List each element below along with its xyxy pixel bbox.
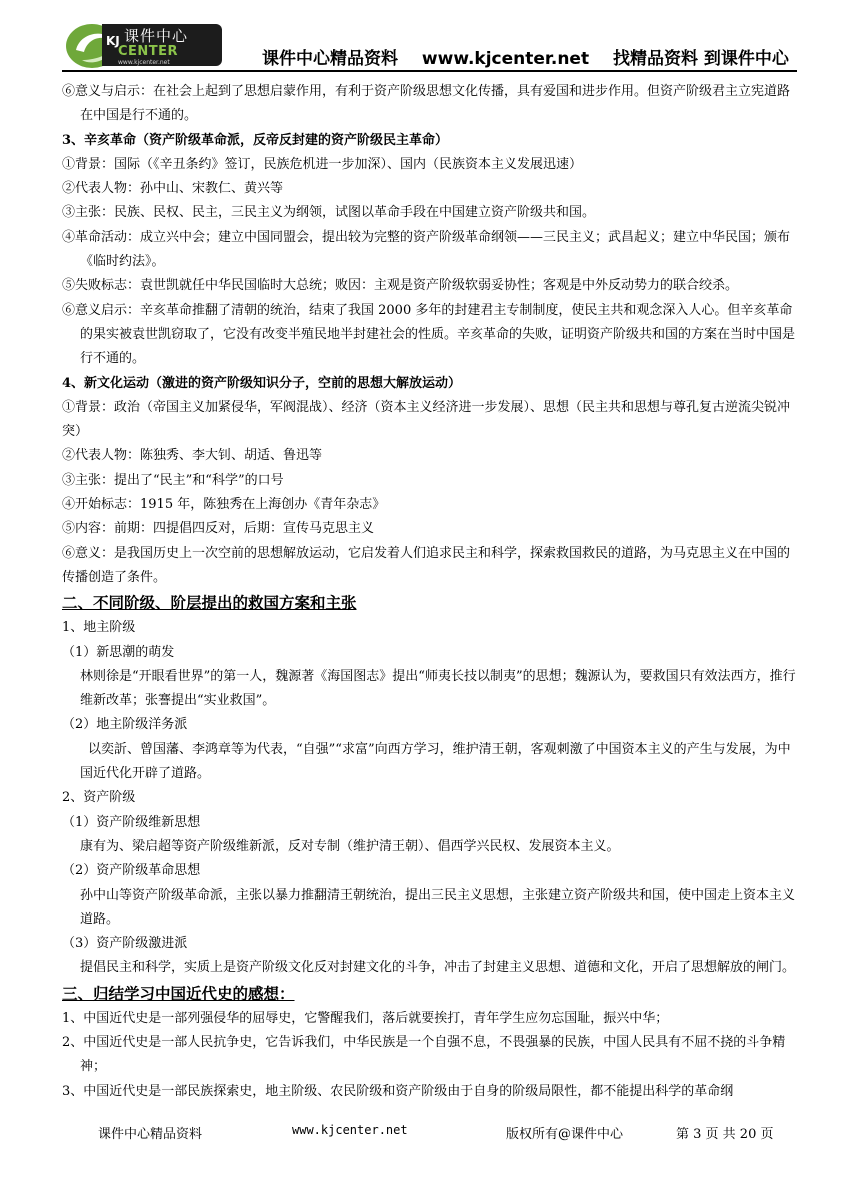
subsection-heading: 4、新文化运动（激进的资产阶级知识分子，空前的思想大解放运动） — [62, 375, 462, 391]
footer-left: 课件中心精品资料 — [98, 1127, 203, 1142]
paragraph: 1、中国近代史是一部列强侵华的屈辱史，它警醒我们，落后就要挨打，青年学生应勿忘国耻，振兴中华； — [62, 1010, 669, 1026]
paragraph: ①背景：国际（《辛丑条约》签订，民族危机进一步加深）、国内（民族资本主义发展迅速） — [62, 156, 583, 172]
logo-kj: KJ — [106, 34, 120, 48]
header-tagline-2: 找精品资料 到课件中心 — [613, 49, 789, 69]
paragraph: ⑤内容：前期：四提倡四反对，后期：宣传马克思主义 — [62, 521, 375, 537]
section-heading: 二、不同阶级、阶层提出的救国方案和主张 — [62, 594, 357, 613]
footer-page-number: 第 3 页 共 20 页 — [676, 1127, 774, 1142]
paragraph: 2、中国近代史是一部人民抗争史，它告诉我们，中华民族是一个自强不息，不畏强暴的民族，中国人民具有不屈不挠的斗争精神； — [62, 1034, 786, 1075]
paragraph: （2）地主阶级洋务派 — [62, 717, 188, 733]
paragraph: 提倡民主和科学，实质上是资产阶级文化反对封建文化的斗争，冲击了封建主义思想、道德和文化，开启了思想解放的闸门。 — [80, 960, 796, 976]
paragraph: （1）资产阶级维新思想 — [62, 814, 201, 830]
paragraph: 孙中山等资产阶级革命派，主张以暴力推翻清王朝统治，提出三民主义思想，主张建立资产阶级共和国，使中国走上资本主义道路。 — [80, 887, 796, 927]
paragraph: 林则徐是“开眼看世界”的第一人，魏源著《海国图志》提出“师夷长技以制夷”的思想；魏源认为，要救国只有效法西方，推行维新改革；张謇提出“实业救国”。 — [80, 668, 796, 709]
document-body — [62, 80, 800, 1104]
page-header — [62, 18, 797, 72]
paragraph: ⑥意义启示：辛亥革命推翻了清朝的统治，结束了我国 2000 多年的封建君主专制制度，使民主共和观念深入人心。但辛亥革命的果实被袁世凯窃取了，它没有改变半殖民地半封建社会的性质。辛亥革命的失败，证明资产阶级共和国的方案在当时中国是行不通的。 — [62, 302, 796, 367]
footer-copyright: 版权所有@课件中心 — [506, 1127, 624, 1142]
paragraph: ②代表人物：陈独秀、李大钊、胡适、鲁迅等 — [62, 448, 323, 464]
paragraph: ⑥意义与启示：在社会上起到了思想启蒙作用，有利于资产阶级思想文化传播，具有爱国和进步作用。但资产阶级君主立宪道路在中国是行不通的。 — [62, 84, 791, 124]
paragraph: ①背景：政治（帝国主义加紧侵华，军阀混战）、经济（资本主义经济进一步发展）、思想（民主共和思想与尊孔复古逆流尖锐冲突） — [62, 399, 791, 440]
paragraph: ④开始标志：1915 年，陈独秀在上海创办《青年杂志》 — [62, 497, 386, 513]
logo-center-text: CENTER — [118, 44, 179, 59]
header-tagline — [262, 44, 807, 69]
paragraph: ⑤失败标志：袁世凯就任中华民国临时大总统；败因：主观是资产阶级软弱妥协性；客观是中外反动势力的联合绞杀。 — [62, 278, 739, 294]
section-heading: 三、归结学习中国近代史的感想： — [62, 984, 295, 1003]
paragraph: （2）资产阶级革命思想 — [62, 863, 201, 879]
header-divider — [62, 70, 797, 72]
subsection-heading: 3、辛亥革命（资产阶级革命派，反帝反封建的资产阶级民主革命） — [62, 132, 449, 148]
paragraph: 1、地主阶级 — [62, 620, 136, 636]
paragraph: ③主张：提出了“民主”和“科学”的口号 — [62, 472, 284, 488]
paragraph: 3、中国近代史是一部民族探索史，地主阶级、农民阶级和资产阶级由于自身的阶级局限性，都不能提出科学的革命纲 — [62, 1083, 734, 1099]
paragraph: （1）新思潮的萌发 — [62, 644, 175, 660]
footer-site-link[interactable]: www.kjcenter.net — [292, 1123, 408, 1137]
logo-url: www.kjcenter.net — [118, 59, 170, 66]
header-site-link[interactable]: www.kjcenter.net — [421, 49, 590, 69]
logo-title: 课件中心 — [124, 27, 189, 45]
paragraph: ⑥意义：是我国历史上一次空前的思想解放运动，它启发着人们追求民主和科学，探索救国救民的道路，为马克思主义在中国的传播创造了条件。 — [62, 545, 791, 585]
header-tagline-1: 课件中心精品资料 — [262, 49, 398, 69]
paragraph: ③主张：民族、民权、民主，三民主义为纲领，试图以革命手段在中国建立资产阶级共和国。 — [62, 205, 596, 221]
paragraph: 2、资产阶级 — [62, 790, 136, 806]
paragraph: 以奕訢、曾国藩、李鸿章等为代表，“自强”“求富”向西方学习，维护清王朝，客观刺激了中国资本主义的产生与发展，为中国近代化开辟了道路。 — [80, 741, 791, 782]
paragraph: （3）资产阶级激进派 — [62, 936, 188, 952]
paragraph: ②代表人物：孙中山、宋教仁、黄兴等 — [62, 181, 284, 197]
kjcenter-logo — [62, 20, 222, 70]
paragraph: ④革命活动：成立兴中会；建立中国同盟会，提出较为完整的资产阶级革命纲领——三民主义；武昌起义；建立中华民国；颁布《临时约法》。 — [62, 229, 791, 270]
paragraph: 康有为、梁启超等资产阶级维新派，反对专制（维护清王朝）、倡西学兴民权、发展资本主义。 — [80, 838, 620, 854]
